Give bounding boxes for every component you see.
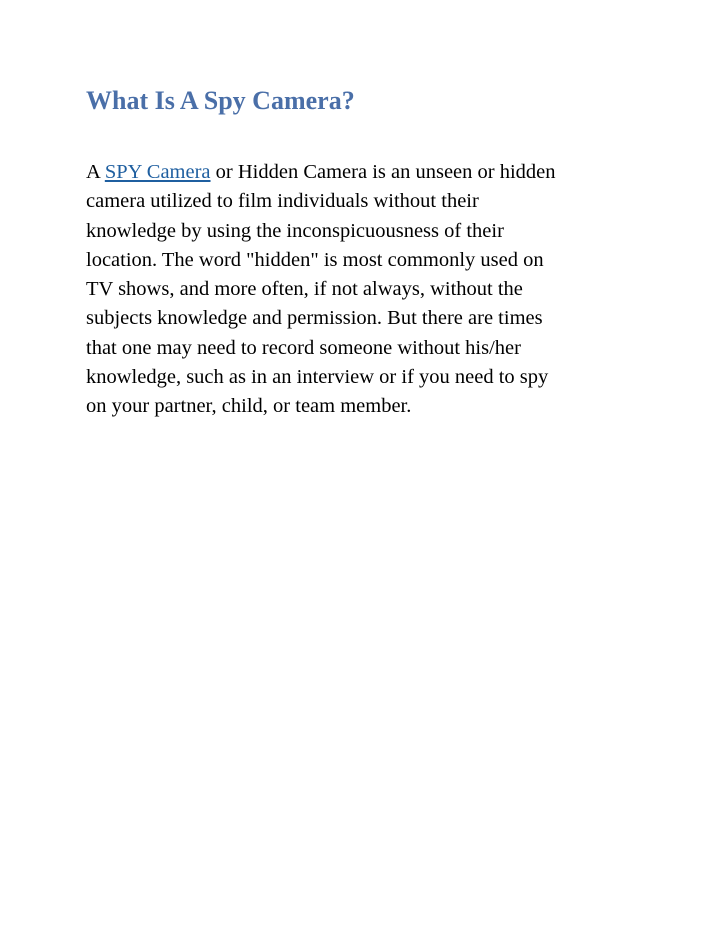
paragraph-line-1-rest: or Hidden Camera is an unseen or hidden (210, 161, 556, 183)
paragraph-line: knowledge, such as in an interview or if you need to spy (86, 366, 549, 389)
paragraph-line: that one may need to record someone without his/her (86, 336, 521, 359)
paragraph-line: location. The word "hidden" is most commonly used on (86, 248, 544, 271)
paragraph-line: subjects knowledge and permission. But there are times (86, 307, 543, 330)
paragraph-line: on your partner, child, or team member. (86, 395, 412, 418)
paragraph-line: camera utilized to film individuals without their (86, 190, 479, 213)
paragraph-line: TV shows, and more often, if not always, without the (86, 278, 523, 301)
paragraph-lead-text: A (86, 161, 105, 183)
paragraph-line-1 (86, 158, 646, 187)
spy-camera-link[interactable]: SPY Camera (104, 161, 211, 183)
paragraph-line: knowledge by using the inconspicuousness of their (86, 219, 504, 242)
body-paragraph (86, 158, 646, 422)
document-heading: What Is A Spy Camera? (86, 86, 355, 115)
